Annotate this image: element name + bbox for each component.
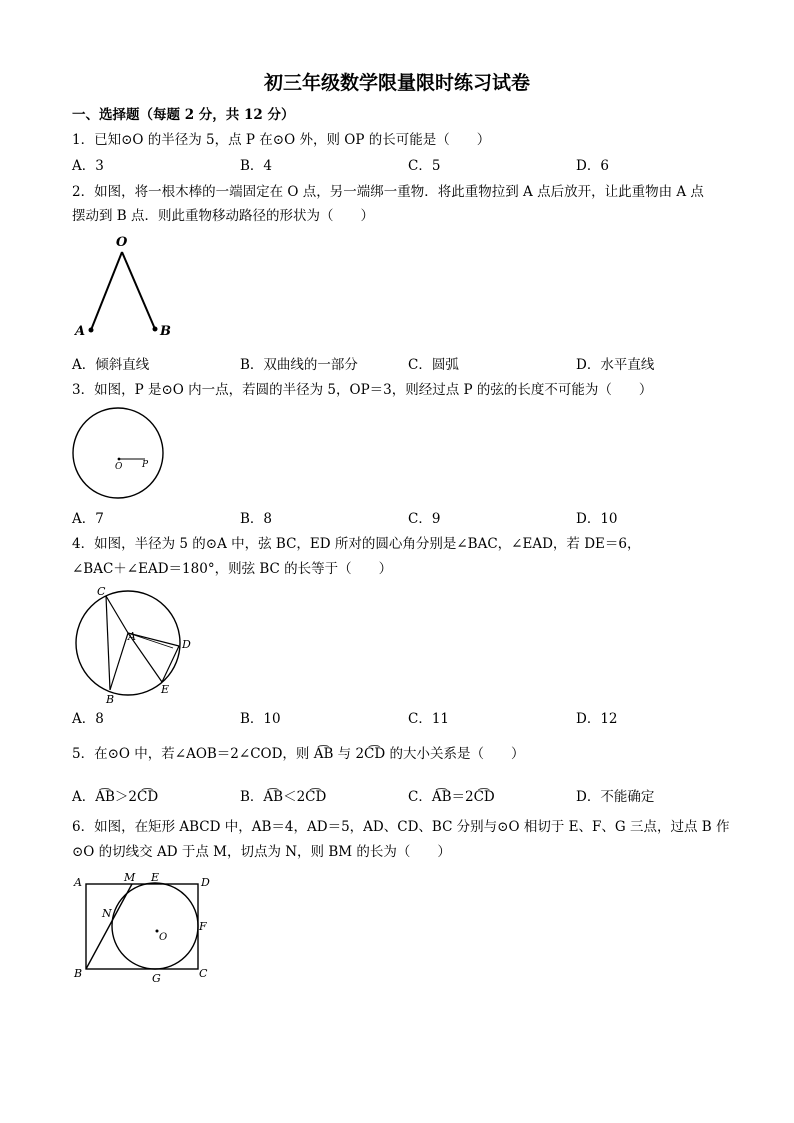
q4-option-a: A．8 (72, 711, 104, 727)
q3-option-b: B．8 (240, 511, 273, 527)
q4-option-c: C．11 (408, 711, 450, 727)
q3-option-a: A．7 (72, 511, 104, 527)
label-b: B (74, 967, 83, 980)
q6-stem-line2: ⊙O 的切线交 AD 于点 M，切点为 N，则 BM 的长为（ ） (72, 844, 451, 860)
segment-ca (106, 596, 128, 633)
q5-option-a: A．A͡B＞2C͡D (72, 789, 159, 805)
q6-stem-line1: 6．如图，在矩形 ABCD 中，AB＝4，AD＝5，AD、CD、BC 分别与⊙O 相切于 E、F、G 三点，过点 B 作 (72, 819, 730, 835)
label-e: E (161, 683, 170, 696)
point-a (89, 328, 94, 333)
label-c: C (97, 585, 106, 598)
chord-de (162, 646, 179, 682)
q4-circle-figure (72, 584, 202, 704)
q5-option-c: C．A͡B＝2C͡D (408, 789, 495, 805)
rod-oa (91, 252, 122, 330)
q2-stem-line1: 2．如图，将一根木棒的一端固定在 O 点，另一端绑一重物．将此重物拉到 A 点后放开，让此重物由 A 点 (72, 184, 704, 200)
q4-stem-line2: ∠BAC＋∠EAD＝180°，则弦 BC 的长等于（ ） (72, 561, 393, 577)
q3-circle-figure (70, 405, 170, 505)
label-d: D (201, 876, 210, 889)
label-g: G (152, 972, 161, 985)
label-b: B (106, 693, 115, 704)
q5-stem: 5．在⊙O 中，若∠AOB＝2∠COD，则 A͡B 与 2C͡D 的大小关系是（ ） (72, 746, 525, 762)
page-title: 初三年级数学限量限时练习试卷 (263, 72, 530, 94)
q4-option-d: D．12 (576, 711, 618, 727)
q4-stem-line1: 4．如图，半径为 5 的⊙A 中，弦 BC，ED 所对的圆心角分别是∠BAC，∠EAD，若 DE＝6， (72, 536, 641, 552)
circle-a (76, 591, 180, 695)
point-b (153, 327, 158, 332)
q2-stem-line2: 摆动到 B 点．则此重物移动路径的形状为（ ） (72, 208, 375, 224)
q3-option-c: C．9 (408, 511, 441, 527)
q5-option-b: B．A͡B＜2C͡D (240, 789, 327, 805)
q3-option-d: D．10 (576, 511, 618, 527)
segment-ab (110, 633, 128, 690)
label-f: F (199, 920, 207, 933)
label-o: O (159, 932, 168, 943)
rectangle-abcd (86, 884, 198, 969)
label-c: C (199, 967, 208, 980)
label-n: N (102, 907, 112, 920)
label-m: M (124, 871, 136, 884)
q1-option-c: C．5 (408, 158, 441, 174)
q6-rectangle-figure (70, 870, 220, 985)
label-o: O (115, 462, 123, 472)
q2-option-b: B．双曲线的一部分 (240, 357, 358, 373)
label-a: A (75, 324, 86, 339)
q2-option-a: A．倾斜直线 (72, 357, 150, 373)
rod-ob (122, 252, 155, 329)
q1-option-b: B．4 (240, 158, 273, 174)
q5-option-d: D．不能确定 (576, 789, 655, 805)
label-a: A (74, 876, 82, 889)
q2-pendulum-figure (70, 232, 180, 342)
q2-option-c: C．圆弧 (408, 357, 459, 373)
chord-cb (106, 596, 110, 690)
q4-option-b: B．10 (240, 711, 281, 727)
q2-option-d: D．水平直线 (576, 357, 655, 373)
label-a: A (128, 630, 136, 643)
label-b: B (160, 324, 171, 339)
q3-stem: 3．如图，P 是⊙O 内一点，若圆的半径为 5，OP＝3，则经过点 P 的弦的长度不可能为（ ） (72, 382, 653, 398)
q1-stem: 1．已知⊙O 的半径为 5，点 P 在⊙O 外，则 OP 的长可能是（ ） (72, 132, 491, 148)
label-p: P (142, 460, 149, 470)
q1-option-d: D．6 (576, 158, 609, 174)
label-e: E (151, 871, 160, 884)
circle-o (73, 408, 163, 498)
label-d: D (182, 638, 191, 651)
label-o: O (116, 235, 128, 250)
q1-option-a: A．3 (72, 158, 104, 174)
section-heading: 一、选择题（每题 2 分，共 12 分） (72, 107, 295, 123)
